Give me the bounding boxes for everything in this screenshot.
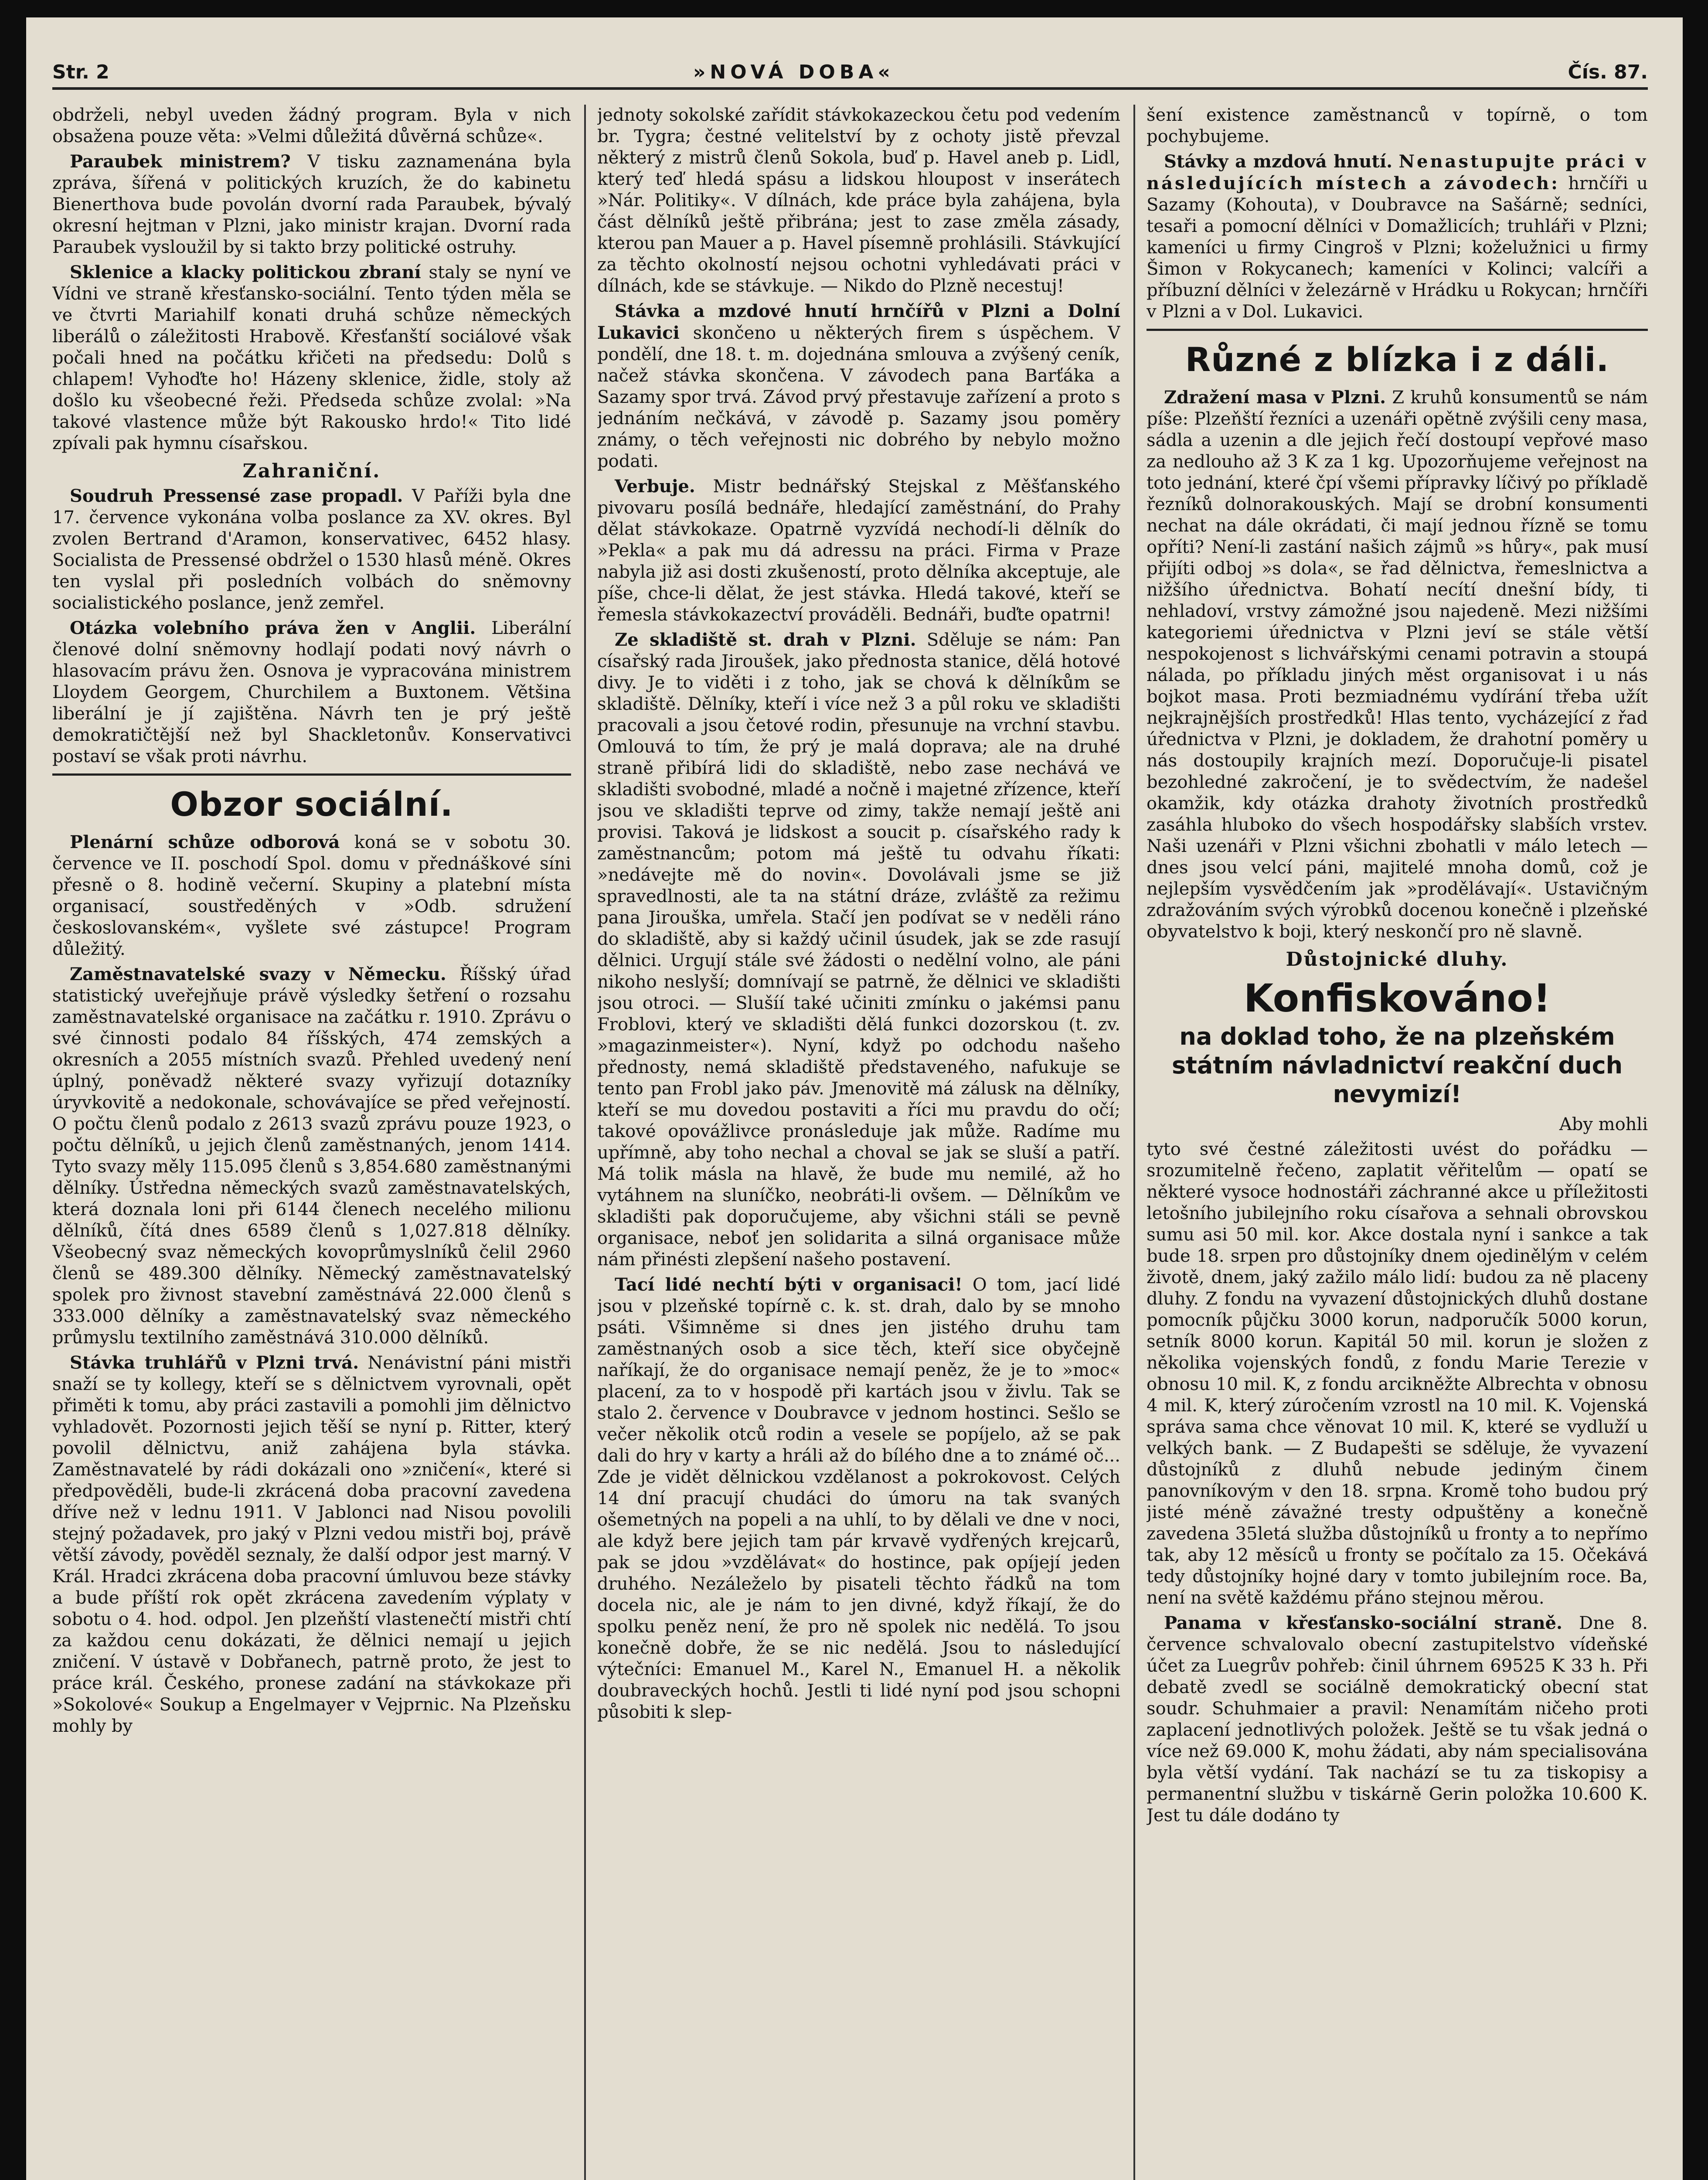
confiscation-subtitle: na doklad toho, že na plzeňském státním návladnictví reakční duch nevymizí! [1171,1023,1623,1108]
article-heading: Stávka a mzdové hnutí hrnčířů v Plzni a Dolní Lukavici [597,301,1120,343]
article-heading: Soudruh Pressensé zase propadl. [70,486,403,506]
article-stavky-mzdova [1147,151,1648,323]
article-stavka-truhlaru [52,1352,571,1737]
section-heading-obzor: Obzor sociální. [170,785,453,824]
issue-number: Čís. 87. [1568,61,1648,83]
article-body: skončeno u některých firem s úspěchem. V pondělí, dne 18. t. m. dojednána smlouva a zvýšený ceník, načež stávka skončena. V závodech pana Barťáka a Sazamy spor trvá. Závod prvý přestavuje zařízení a proto s jednáním nečkává, v závodě p. Sazamy jsou poměry známy, o těch veřejnosti nic dobrého by nebylo možno podati. [597,323,1120,471]
article-heading: Ze skladiště st. drah v Plzni. [615,630,916,650]
section-heading-ruzne: Různé z blízka i z dáli. [1185,340,1609,379]
article-continuation: šení existence zaměstnanců v topírně, o tom pochybujeme. [1147,105,1648,146]
article-heading: Zdražení masa v Plzni. [1164,387,1386,408]
article-heading: Panama v křesťansko-sociální straně. [1164,1613,1562,1633]
article-panama [1147,1612,1648,1826]
column-rule-left [584,105,586,2180]
article-heading: Otázka volebního práva žen v Anglii. [70,618,476,638]
section-divider [52,773,571,776]
article-dustojnicke-body: tyto své čestné záležitosti uvést do pořádku — srozumitelně řečeno, zaplatit věřitelům — opatí se některé vysoce hodnostáři záchranné akce u příležitosti letošního jubilejního roku císařova a sehnali obrovskou sumu asi 50 mil. kor. Akce dostala nyní i sankce a tak bude 18. srpen pro důstojníky dnem ojedinělým v celém životě, dnem, jaký zažilo málo lidí: budou za ně placeny dluhy. Z fondu na vyvazení důstojnických dluhů dostane pomocník půjčku 3000 korun, nadporučík 5000 korun, setník 8000 korun. Kapitál 50 mil. korun je složen z několika vojenských fondů, z fondu Marie Terezie v obnosu 10 mil. K, z fondu arcikněžte Albrechta v obnosu 4 mil. K, který zúročením vzrostl na 10 mil. K. Vojenská správa sama chce věnovat 10 mil. K, které se vydluží u velkých bank. — Z Budapešti se sděluje, že vyvazení důstojníků z dluhů nebude jediným činem panovníkovým v den 18. srpna. Kromě toho budou prý jisté méně závažné tresty odpuštěny a konečně zavedena 35letá služba důstojníků u fronty a to nepřímo tak, aby 12 měsíců u fronty se počítalo za 15. Očekává tedy důstojníky hojné dary v tomto jubilejním roce. Ba, není na světě každému přáno stejnou měrou. [1147,1139,1648,1608]
article-sklenice [52,262,571,454]
article-heading: Stávky a mzdová hnutí. [1164,151,1392,172]
article-heading: Tací lidé nechtí býti v organisaci! [615,1274,963,1295]
article-plenarni [52,831,571,960]
article-body: V Paříži byla dne 17. července vykonána volba poslance za XV. okres. Byl zvolen Bertrand d'Aramon, konservativec, 6452 hlasy. Socialista de Pressensé obdržel o 1530 hlasů méně. Okres ten vyslal při posledních volbách do sněmovny socialistického poslance, jenž zemřel. [52,486,571,613]
article-continuation: jednoty sokolské zařídit stávkokazeckou četu pod vedením br. Tygra; čestné velitelství by z ochoty jistě převzal některý z mistrů členů Sokola, buď p. Havel aneb p. Lidl, který teď hledá spásu a lidskou hloupost v inserátech »Nár. Politiky«. V dílnách, kde práce byla zahájena, byla část dělníků ještě přibrána; jest to zase změla zásady, kterou pan Mauer a p. Havel písemně prohlásili. Stávkující za těchto okolností nejsou ochotni vyhledávati práci v dílnách, kde se stávkuje. — Nikdo do Plzně necestuj! [597,105,1120,296]
article-body: Mistr bednářský Stejskal z Měšťanského pivovaru posílá bednáře, hledající zaměstnání, do Prahy dělat stávkokaze. Opatrně vyzvídá nechodí-li dělník do »Pekla« a pak mu dá adressu na práci. Firma v Praze nabyla již asi dosti zkušeností, proto dělníka akceptuje, ale píše, chce-li dělat, že jest stávka. Hledá takové, kteří se řemesla stávkokazectví prováděli. Bednáři, buďte opatrni! [597,477,1120,625]
column-2 [597,105,1120,2180]
article-body: koná se v sobotu 30. července ve II. poschodí Spol. domu v přednáškové síni přesně o 8. hodině večerní. Skupiny a platební místa organisací, soustředěných v »Odb. sdružení českoslovanském«, vyšlete své zástupce! Program důležitý. [52,832,571,959]
article-body: Říšský úřad statistický uveřejňuje právě výsledky šetření o rozsahu zaměstnavatelské organisace na začátku r. 1910. Zprávu o své činnosti podalo 84 říšských, 474 zemských a okresních a 2055 místních svazů. Přehled uvedený není úplný, poněvadž některé svazy vyřizují dotazníky úryvkovitě a nedokonale, schovávajíce se před veřejností. O počtu členů podalo z 2613 svazů zprávu pouze 1923, o počtu dělníků, u jejich členů zaměstnaných, jenom 1414. Tyto svazy měly 115.095 členů s 3,854.680 zaměstnanými dělníky. Ústředna německých svazů zaměstnavatelských, která doznala loni při 6144 členech necelého milionu dělníků, čítá dnes 6589 členů s 1,027.818 dělníky. Všeobecný svaz německých kovoprůmyslníků čelil 2960 členů se 489.300 dělníky. Německý zaměstnavatelský spolek pro živnost stavební zaměstnává 22.000 členů s 333.000 dělníky a zaměstnavatelský svaz německého průmyslu textilního zaměstnává 310.000 dělníků. [52,964,571,1348]
column-rule-right [1133,105,1135,2180]
article-paraubek [52,151,571,258]
article-heading-dustojnicke-dluhy: Důstojnické dluhy. [1286,948,1509,971]
article-verbuje [597,476,1120,626]
column-3 [1147,105,1648,2180]
article-skladiste [597,629,1120,1271]
article-body: Liberální členové dolní sněmovny hodlají podati nový návrh o hlasovacím právu žen. Osnova je vypracována ministrem Lloydem Georgem, Churchilem a Buxtonem. Většina liberální je jí zajištěna. Návrh ten je prý ještě demokratičtější než byl Shackletonův. Konservativci postaví se však proti návrhu. [52,618,571,766]
article-taci-lide [597,1274,1120,1723]
section-heading-zahranicni: Zahraniční. [242,460,381,482]
newspaper-page [26,17,1683,2180]
running-head [52,44,1648,90]
article-notice: Nenastupujte práci v následujících místech a závodech: [1147,151,1648,194]
column-1 [52,105,571,2180]
article-zamestnavatelske [52,964,571,1349]
article-body: staly se nyní ve Vídni ve straně křesťansko-sociální. Tento týden měla se ve čtvrti Mariahilf konati druhá schůze německých liberálů o záležitosti Hrabově. Křesťanští sociálové však počali hned na počátku křičeti na předsedu: Dolů s chlapem! Vyhoďte ho! Házeny sklenice, židle, stoly až došlo ku všeobecné řeži. Předseda schůze zvolal: »Na takové vlastence může být Rakousko hrdo!« Tito lidé zpívali pak hymnu císařskou. [52,262,571,453]
article-mzdove-hnuti [597,300,1120,472]
article-otazka [52,617,571,767]
article-heading: Sklenice a klacky politickou zbraní [70,262,421,283]
article-body: O tom, jací lidé jsou v plzeňské topírně c. k. st. drah, dalo by se mnoho psáti. Všimněme si dnes jen jistého druhu tam zaměstnaných osob a sice těch, kteří sice obyčejně naříkají, že do organisace nemají peněz, že je to »moc« placení, za to v hospodě při kartách jsou v živlu. Tak se stalo 2. července v Doubravce v jednom hostinci. Sešlo se večer několik otců rodin a vesele se popíjelo, až se pak dali do hry v karty a hráli až do bílého dne a to známé oč... Zde je vidět dělnickou vzdělanost a pokrokovost. Celých 14 dní pracují chudáci do úmoru na tak svaných ošemetných na popeli a na uhlí, to by dělali ve dne v noci, ale když bere jejich tam pár krvavě vydřených krejcarů, pak se jdou »vzdělávat« do hostince, pak opíjejí jeden druhého. Nezáleželo by pisateli těchto řádků na tom docela nic, ale je nám to jen divné, když říkají, že do spolku peněz není, že pro ně spolek nic nedělá. To jsou konečně dobře, že se nic nedělá. Jsou to následující výtečníci: Emanuel M., Karel N., Emanuel H. a několik doubraveckých hochů. Jestli ti lidé nyní pod jsou schopni působiti k slep- [597,1275,1120,1722]
masthead-title: »NOVÁ DOBA« [693,61,895,83]
article-body: V tisku zaznamenána byla zpráva, šířená v politických kruzích, že do kabinetu Bienerthova bude povolán dvorní rada Paraubek, bývalý okresní hejtman v Plzni, jako ministr krajan. Dvorní rada Paraubek vysloužil by si takto brzy politické ostruhy. [52,152,571,257]
article-zdrazeni-masa [1147,387,1648,943]
article-continuation: obdrželi, nebyl uveden žádný program. Byla v nich obsažena pouze věta: »Velmi důležitá důvěrná schůze«. [52,105,571,146]
article-body: Nenávistní páni mistři snaží se ty kollegy, kteří se s dělnictvem vyrovnali, opět přiměti k tomu, aby práci zastavili a pomohli jim dělnictvo vyhladovět. Pozornosti jejich těší se nyní p. Ritter, který povolil dělnictvu, aniž zahájena byla stávka. Zaměstnavatelé by rádi dokázali ono »zničení«, které si předpověděli, bude-li zkrácená doba pracovní zavedena dříve než v lednu 1911. V Jablonci nad Nisou povolili stejný požadavek, pro jaký v Plzni vedou mistři boj, právě větší závody, pověděl seznaly, že další odpor jest marný. V Král. Hradci zkrácena doba pracovní úmluvou beze stávky a bude příští rok opět zkrácena zavedením výplaty v sobotu o 4. hod. odpol. Jen plzeňští vlastenečtí mistři chtí za každou cenu dokázati, že dělnici nemají u jejich zničení. V ústavě v Dobřanech, patrně proto, že jest to práce král. Českého, pronese zadání na stávkokaze při »Sokolové« Soukup a Engelmayer v Vejprnic. Na Plzeňsku mohly by [52,1353,571,1736]
article-body: hrnčíři u Sazamy (Kohouta), v Doubravce na Sašárně; sedníci, tesaři a pomocní dělníci v Domažlicích; truhláři v Plzni; kameníci u firmy Cingroš v Plzni; koželužnici u firmy Šimon v Rokycanech; kameníci v Kolinci; valcíři a příbuzní dělníci v železárně v Hrádku u Rokycan; hrnčíři v Plzni a v Dol. Lukavici. [1147,174,1648,322]
section-divider [1147,329,1648,331]
article-body: Sděluje se nám: Pan císařský rada Jiroušek, jako přednosta stanice, dělá hotové divy. Je to viděti i z toho, jak se chová k dělníkům se skladiště. Dělníky, kteří i více než 3 a půl roku ve skladišti pracovali a jsou četové rodin, přesunuje na vrchní stavbu. Omlouvá to tím, že prý je malá doprava; ale na druhé straně přibírá lidi do skladiště, nebo zase nechává ve skladišti svobodné, mladé a nočně i majetné zřízence, kteří jsou ve skladišti teprve od zimy, takže nemají ještě ani provisi. Taková je lidskost a soucit p. císařského rady k zaměstnancům; potom má ještě tu odvahu říkati: »nedávejte mě do novin«. Dovolávali jsme se již spravedlnosti, ale ta na státní dráze, zvláště za režimu pana Jirouška, umřela. Stačí jen podívat se v neděli ráno do skladiště, aby si každý učinil úsudek, jak se zde rasují dělnici. Urgují stále své žádosti o nedělní volno, ale páni nikoho neslyší; domnívají se patrně, že dělnici ve skladišti jsou otroci. — Slušíí také učiniti zmínku o jakémsi panu Froblovi, který ve skladišti dělá funkci dozorskou (t. zv. »magazinmeister«). Nyní, když po odchodu našeho přednosty, nemá skladiště představeného, nafukuje se tento pan Frobl jako páv. Jmenovitě má zálusk na dělníky, kteří se mu dovedou postaviti a říci mu pravdu do očí; takové opovážlivce pronásleduje jak může. Radíme mu upřímně, aby toho nechal a choval se jak se sluší a patří. Má tolik másla na hlavě, že bude mu nemilé, až ho vytáhnem na sluníčko, neobráti-li ovšem. — Dělníkům ve skladišti pak doporučujeme, aby všichni stáli se pevně organisace, neboť jen solidarita a silná organisace může nám přinésti zlepšení našeho postavení. [597,630,1120,1270]
article-pressense [52,485,571,614]
article-heading: Paraubek ministrem? [70,151,291,172]
article-heading: Zaměstnavatelské svazy v Německu. [70,964,446,984]
article-body: Dne 8. července schvalovalo obecní zastupitelstvo vídeňské účet za Luegrův pohřeb: činil úhrnem 69525 K 33 h. Při debatě zvedl se sociálně demokratický obecní stat soudr. Schuhmaier a pravil: Nenamítám ničeho proti zaplacení jednotlivých položek. Ještě se tu však jedná o více než 69.000 K, mohu žádati, aby nám specialisována byla větší vydání. Tak nachází se tu za tiskopisy a permanentní službu v tiskárně Gerin položka 10.600 K. Jest tu dále dodáno ty [1147,1613,1648,1826]
article-body: Z kruhů konsumentů se nám píše: Plzeňští řezníci a uzenáři opětně zvýšili ceny masa, sádla a uzenin a dle jejich řečí dostoupí vepřové maso za nedlouho až 3 K za 1 kg. Upozorňujeme veřejnost na toto jednání, které čpí všemi přípravky líčivý po příkladě řezníků dolnorakouských. Mají se drobní konsumenti nechat na dále okrádati, či mají jednou řízně se tomu opříti? Není-li zastání našich zájmů »s hůry«, pak musí přijíti odboj »s dola«, se řad dělnictva, řemeslnictva a nižšího úřednictva. Bohatí necítí dnešní bídy, ti nehladoví, vrstvy zámožné jsou najedeně. Mezi nižšími kategoriemi úřednictva v Plzni jeví se stále větší nespokojenost s lichvářskými cenami potravin a stoupá nálada, po příkladu jiných měst organisovat i u nás bojkot masa. Proti bezmiadnému vydírání třeba užít nejkrajnějších prostředků! Hlas tento, vycházející z řad úřednictva v Plzni, je dokladem, že drahotní poměry u nás dostoupily krajních mezí. Doporučuje-li pisatel bezohledné zakročení, je to svědectvím, že nadešel okamžik, kdy otázka drahoty životních prostředků zasáhla hluboko do všech hospodářsky slabších vrstev. Naši uzenáři v Plzni všichni zbohatli v málo letech — dnes jsou velcí páni, majitelé mnoha domů, což je nejlepším vysvědčením jak »prodělávají«. Ustavičným zdražováním svých výrobků docenou konečně i plzeňské obyvatelstvo k boji, který neskončí pro ně slavně. [1147,388,1648,942]
confiscation-notice: Konfiskováno! [1244,976,1551,1021]
page-number: Str. 2 [52,61,109,83]
article-heading: Verbuje. [615,476,695,497]
article-resume: Aby mohli [1559,1114,1648,1134]
article-heading: Plenární schůze odborová [70,832,340,852]
article-heading: Stávka truhlářů v Plzni trvá. [70,1352,359,1373]
